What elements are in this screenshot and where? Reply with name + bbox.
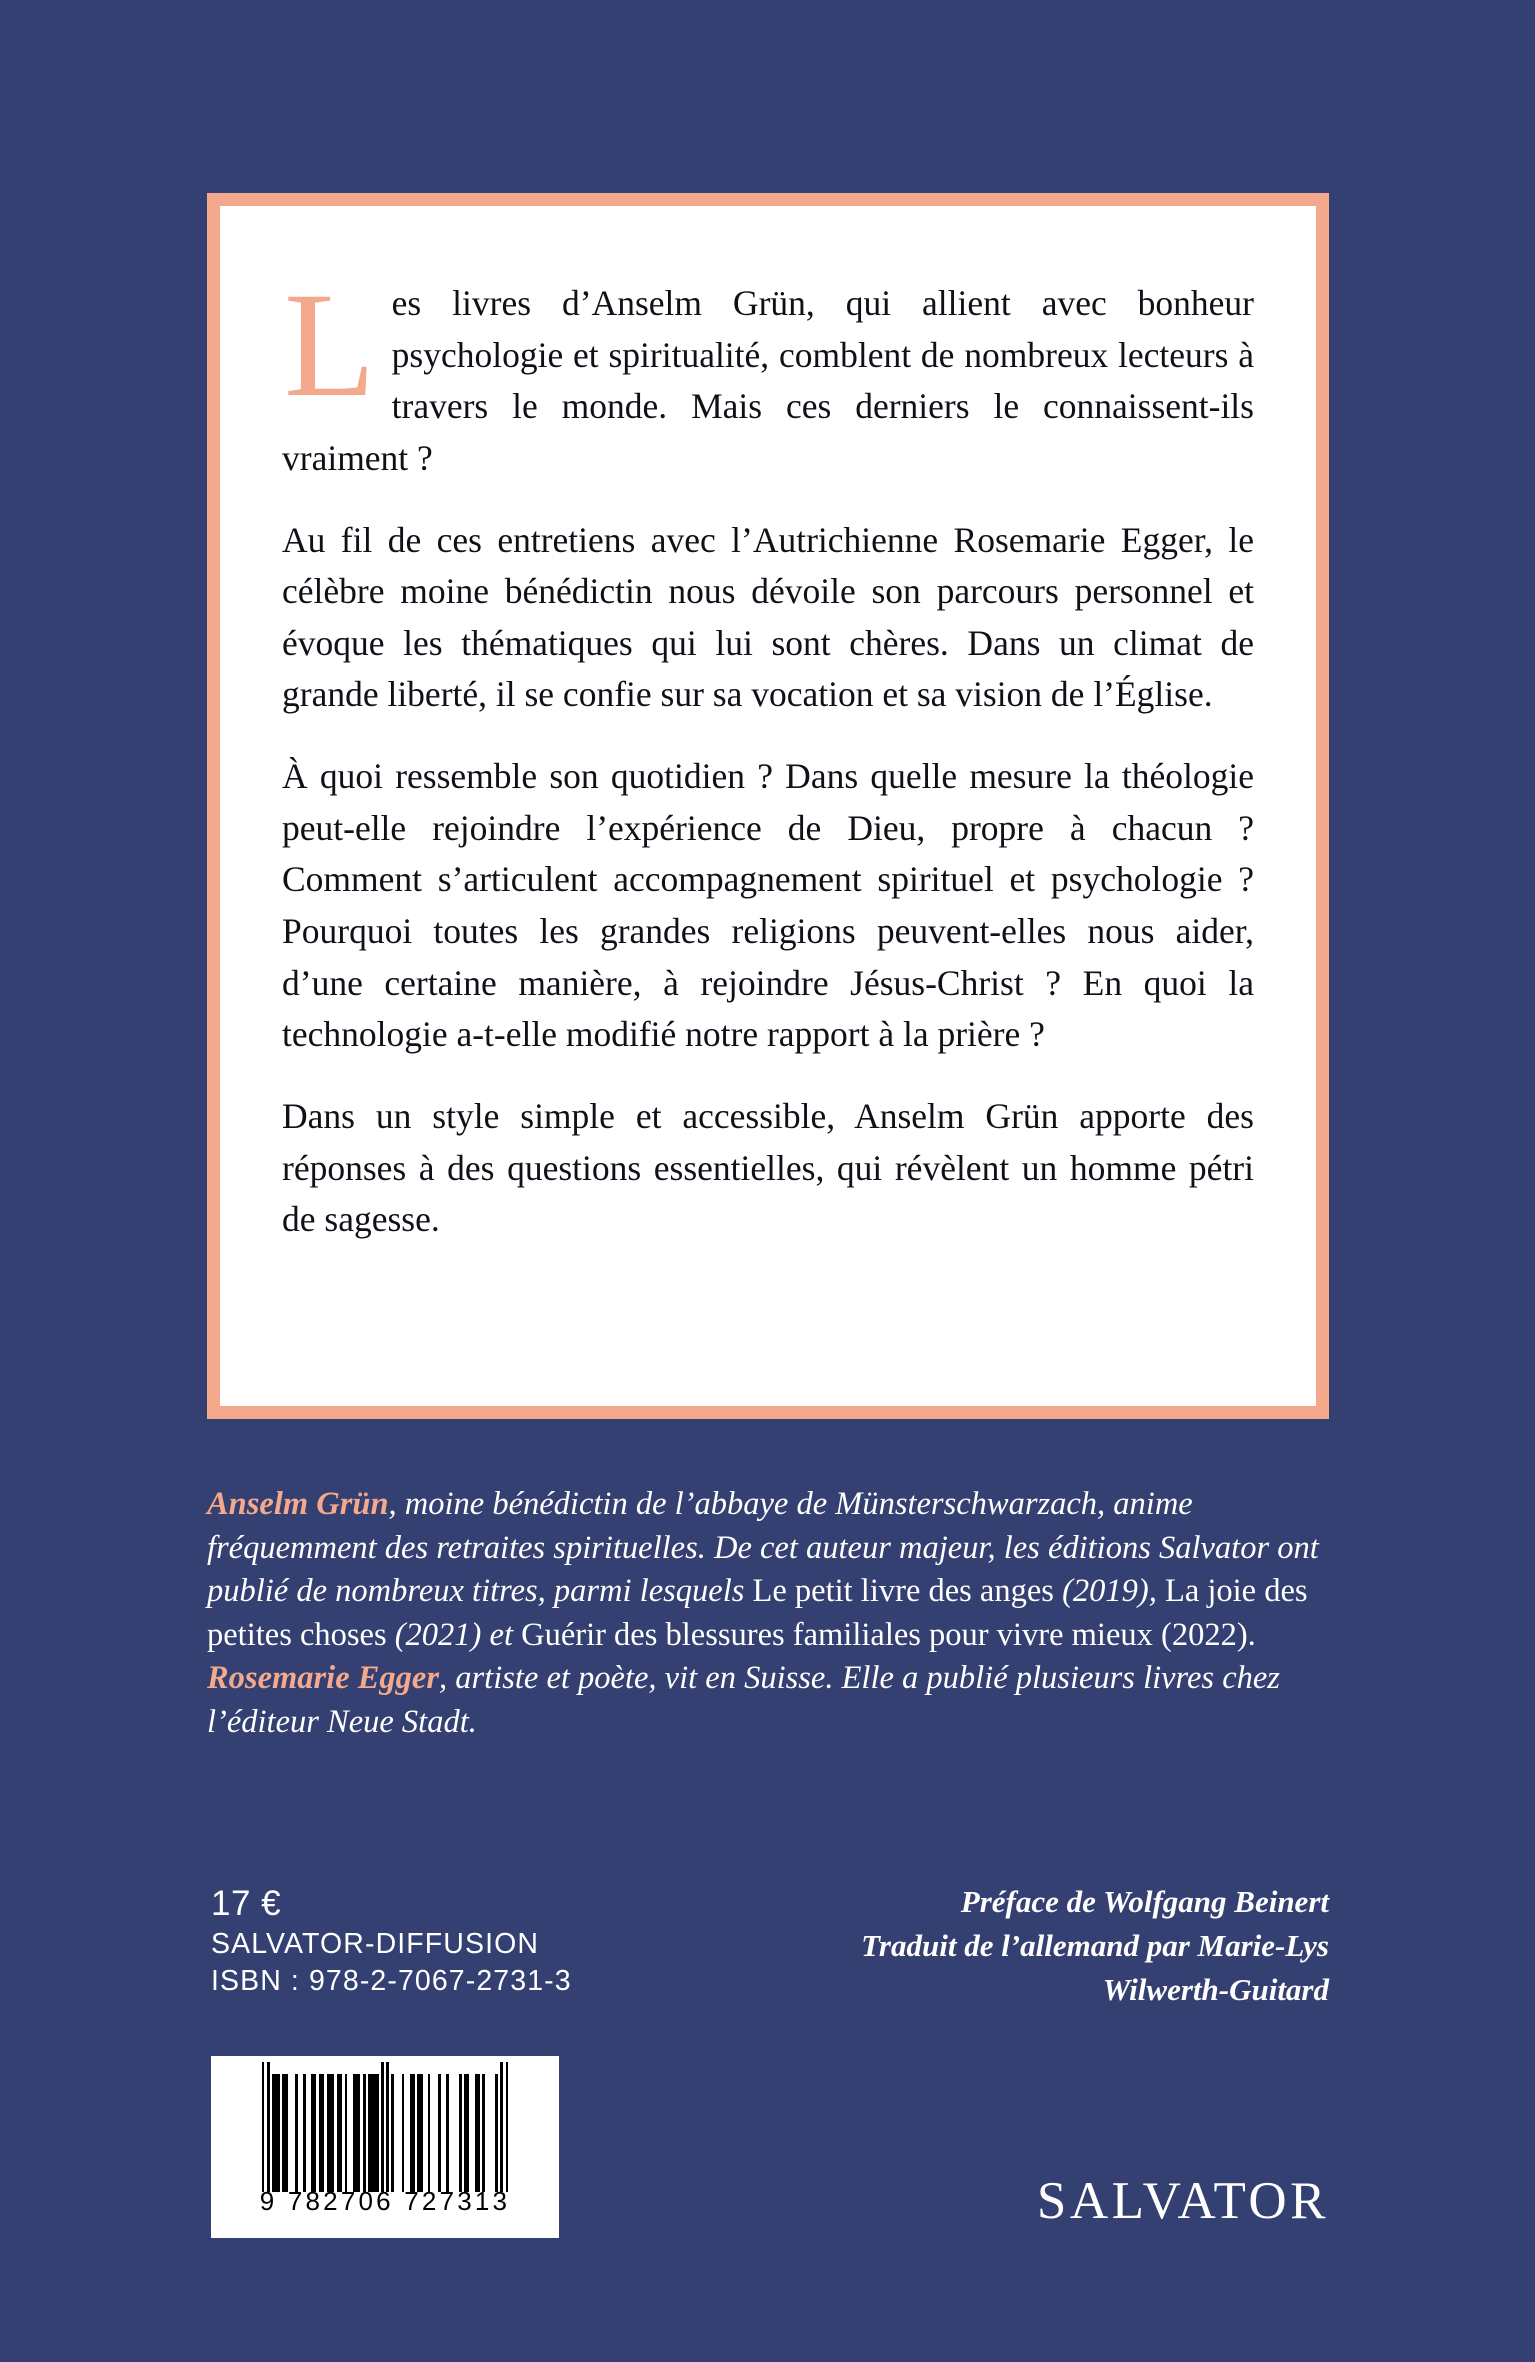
blurb-paragraph-1-text: es livres d’Anselm Grün, qui allient avec bonheur psychologie et spiritualité, comblent de nombreux lecteurs à travers le monde. Mais ces derniers le connaissent-ils vraiment ? bbox=[282, 283, 1254, 478]
credits-block bbox=[729, 1880, 1329, 2012]
price-label: 17 € bbox=[211, 1884, 282, 1923]
book-year-1: (2019), bbox=[1053, 1573, 1165, 1610]
author-bio bbox=[207, 1483, 1337, 1744]
blurb-panel bbox=[207, 193, 1329, 1419]
coauthor-name: Rosemarie Egger bbox=[207, 1660, 440, 1697]
distributor-label: SALVATOR-DIFFUSION bbox=[211, 1928, 540, 1961]
book-year-3: (2022). bbox=[1152, 1616, 1256, 1653]
blurb-paragraph-4: Dans un style simple et accessible, Anselm Grün apporte des réponses à des questions essentielles, qui révèlent un homme pétri de sagesse. bbox=[282, 1095, 1254, 1240]
book-title-3: Guérir des blessures familiales pour vivre mieux bbox=[521, 1616, 1153, 1653]
barcode-icon bbox=[262, 2074, 509, 2192]
blurb-paragraph-2: Au fil de ces entretiens avec l’Autrichienne Rosemarie Egger, le célèbre moine bénédictin nous dévoile son parcours personnel et évoque les thématiques qui lui sont chères. Dans un climat de grande liberté, il se confie sur sa vocation et sa vision de l’Église. bbox=[282, 519, 1254, 715]
bio-conjunction: et bbox=[489, 1616, 522, 1653]
blurb-paragraph-1 bbox=[282, 262, 1254, 485]
book-year-2: (2021) bbox=[386, 1616, 490, 1653]
isbn-label: ISBN : 978-2-7067-2731-3 bbox=[211, 1964, 572, 1997]
translation-credit-line-2: Wilwerth-Guitard bbox=[1102, 1972, 1329, 2008]
barcode bbox=[211, 2056, 559, 2238]
drop-cap-letter: L bbox=[284, 262, 376, 428]
author-name: Anselm Grün bbox=[207, 1486, 389, 1522]
author-bio-body: , moine bénédictin de l’abbaye de Münsterschwarzach, anime fréquemment des retraites spirituelles. De cet auteur majeur, les éditions Salvator ont publié de nombreux titres, parmi lesquels bbox=[207, 1486, 1319, 1610]
author-bio-text bbox=[207, 1483, 1337, 1744]
book-title-2: La joie des petites choses bbox=[207, 1573, 1308, 1653]
preface-credit: Préface de Wolfgang Beinert bbox=[960, 1884, 1329, 1919]
barcode-digits: 9 782706 727313 bbox=[259, 2186, 511, 2216]
translation-credit-line-1: Traduit de l’allemand par Marie-Lys bbox=[861, 1928, 1329, 1964]
publication-meta bbox=[211, 1883, 572, 1999]
coauthor-bio-body: , artiste et poète, vit en Suisse. Elle a publié plusieurs livres chez l’éditeur Neue Stadt. bbox=[207, 1660, 1280, 1740]
publisher-logo: SALVATOR bbox=[1036, 2172, 1329, 2230]
book-title-1: Le petit livre des anges bbox=[752, 1573, 1054, 1610]
blurb-panel-inner bbox=[220, 206, 1316, 1406]
blurb-paragraph-3: À quoi ressemble son quotidien ? Dans quelle mesure la théologie peut-elle rejoindre l’expérience de Dieu, propre à chacun ? Comment s’articulent accompagnement spirituel et psychologie ? Pourquoi toutes les grandes religions peuvent-elles nous aider, d’une certaine manière, à rejoindre Jésus-Christ ? En quoi la technologie a-t-elle modifié notre rapport à la prière ? bbox=[282, 756, 1254, 1055]
